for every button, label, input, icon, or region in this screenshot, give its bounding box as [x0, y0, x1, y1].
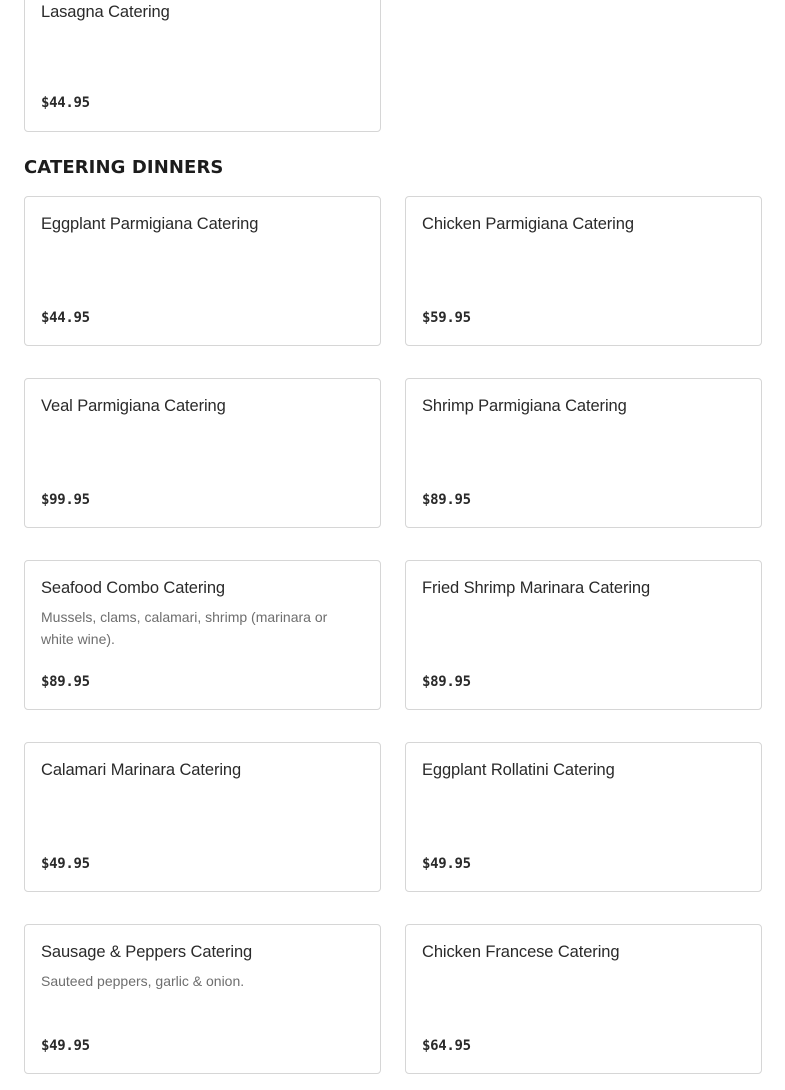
menu-item-name: Calamari Marinara Catering [41, 761, 242, 779]
menu-item-price: $49.95 [41, 1038, 90, 1054]
menu-item-card[interactable] [405, 924, 762, 1074]
menu-item-price: $89.95 [422, 674, 471, 690]
menu-item-description: Mussels, clams, calamari, shrimp (marinara or white wine). [41, 609, 328, 647]
menu-item-price: $44.95 [41, 310, 90, 326]
menu-item-card[interactable] [24, 0, 381, 132]
menu-item-card[interactable] [24, 378, 381, 528]
menu-item-name: Lasagna Catering [41, 3, 170, 21]
menu-item-card[interactable] [405, 742, 762, 892]
menu-item-name: Veal Parmigiana Catering [41, 397, 226, 415]
menu-item-card[interactable] [405, 196, 762, 346]
menu-item-price: $49.95 [41, 856, 90, 872]
menu-item-price: $89.95 [422, 492, 471, 508]
menu-item-card[interactable] [24, 742, 381, 892]
menu-item-name: Seafood Combo Catering [41, 579, 225, 597]
menu-item-name: Fried Shrimp Marinara Catering [422, 579, 651, 597]
menu-item-price: $59.95 [422, 310, 471, 326]
menu-item-price: $44.95 [41, 95, 90, 111]
menu-item-name: Chicken Parmigiana Catering [422, 215, 634, 233]
menu-item-price: $64.95 [422, 1038, 471, 1054]
menu-item-price: $49.95 [422, 856, 471, 872]
menu-item-card[interactable] [24, 924, 381, 1074]
menu-item-card[interactable] [24, 196, 381, 346]
menu-item-description: Sauteed peppers, garlic & onion. [41, 973, 245, 989]
menu-item-price: $99.95 [41, 492, 90, 508]
menu-item-card[interactable] [405, 560, 762, 710]
menu-item-name: Eggplant Parmigiana Catering [41, 215, 259, 233]
menu-item-name: Chicken Francese Catering [422, 943, 620, 961]
menu-item-name: Shrimp Parmigiana Catering [422, 397, 627, 415]
menu-item-name: Sausage & Peppers Catering [41, 943, 253, 961]
menu-item-card[interactable] [405, 378, 762, 528]
menu-item-name: Eggplant Rollatini Catering [422, 761, 615, 779]
menu-item-card[interactable] [24, 560, 381, 710]
section-title: CATERING DINNERS [24, 157, 224, 178]
menu-item-price: $89.95 [41, 674, 90, 690]
